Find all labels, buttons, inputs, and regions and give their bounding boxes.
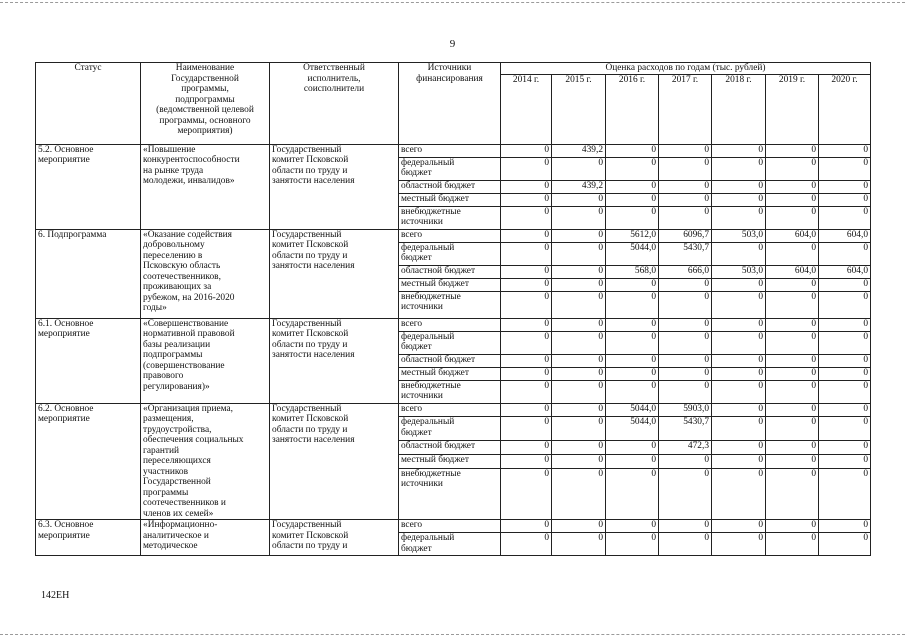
header-year: 2018 г. xyxy=(712,74,766,144)
header-year: 2015 г. xyxy=(552,74,606,144)
value-cell: 0 xyxy=(552,193,606,206)
value-cell: 0 xyxy=(766,157,819,180)
value-cell: 6096,7 xyxy=(659,229,712,242)
group-status: 6.1. Основное мероприятие xyxy=(36,318,141,403)
group-name: «Информационно- аналитическое и методическое xyxy=(141,520,270,556)
value-cell: 0 xyxy=(659,144,712,157)
value-cell: 0 xyxy=(606,354,659,367)
value-cell: 0 xyxy=(819,180,871,193)
value-cell: 604,0 xyxy=(766,229,819,242)
value-cell: 0 xyxy=(501,229,552,242)
value-cell: 0 xyxy=(659,157,712,180)
value-cell: 0 xyxy=(552,265,606,278)
value-cell: 0 xyxy=(501,454,552,468)
value-cell: 0 xyxy=(819,331,871,354)
group-status: 6.3. Основное мероприятие xyxy=(36,520,141,556)
value-cell: 0 xyxy=(712,354,766,367)
value-cell: 604,0 xyxy=(766,265,819,278)
value-cell: 0 xyxy=(606,380,659,403)
value-cell: 0 xyxy=(501,144,552,157)
group-executor: Государственный комитет Псковской области по труду и занятости населения xyxy=(270,318,399,403)
value-cell: 0 xyxy=(552,318,606,331)
table-body xyxy=(36,63,871,556)
value-cell: 0 xyxy=(766,206,819,229)
value-cell: 5430,7 xyxy=(659,417,712,441)
page-bottom-edge xyxy=(0,634,905,635)
value-cell: 666,0 xyxy=(659,265,712,278)
page-number: 9 xyxy=(449,38,456,50)
source-label: федеральный бюджет xyxy=(399,533,501,556)
value-cell: 604,0 xyxy=(819,229,871,242)
value-cell: 0 xyxy=(819,403,871,417)
value-cell: 0 xyxy=(766,417,819,441)
value-cell: 0 xyxy=(766,318,819,331)
value-cell: 5044,0 xyxy=(606,403,659,417)
value-cell: 0 xyxy=(606,533,659,556)
value-cell: 0 xyxy=(766,533,819,556)
table-row xyxy=(36,144,871,157)
value-cell: 0 xyxy=(659,520,712,533)
header-status: Статус xyxy=(36,63,141,145)
value-cell: 0 xyxy=(501,441,552,455)
value-cell: 0 xyxy=(712,380,766,403)
value-cell: 439,2 xyxy=(552,180,606,193)
value-cell: 0 xyxy=(766,403,819,417)
header-source: Источники финансирования xyxy=(399,63,501,145)
value-cell: 0 xyxy=(819,380,871,403)
value-cell: 0 xyxy=(712,533,766,556)
source-label: федеральный бюджет xyxy=(399,242,501,265)
value-cell: 0 xyxy=(766,354,819,367)
value-cell: 0 xyxy=(552,417,606,441)
header-name: Наименование Государственной программы, подпрограммы (ведомственной целевой программы, основного мероприятия) xyxy=(141,63,270,145)
value-cell: 0 xyxy=(712,157,766,180)
source-label: внебюджетные источники xyxy=(399,206,501,229)
source-label: внебюджетные источники xyxy=(399,380,501,403)
source-label: местный бюджет xyxy=(399,278,501,291)
value-cell: 0 xyxy=(766,144,819,157)
value-cell: 0 xyxy=(606,291,659,318)
value-cell: 0 xyxy=(659,533,712,556)
value-cell: 0 xyxy=(766,291,819,318)
value-cell: 0 xyxy=(606,278,659,291)
value-cell: 0 xyxy=(712,318,766,331)
value-cell: 0 xyxy=(659,318,712,331)
value-cell: 0 xyxy=(659,180,712,193)
value-cell: 0 xyxy=(712,144,766,157)
source-label: всего xyxy=(399,403,501,417)
group-name: «Оказание содействия добровольному переселению в Псковскую область соотечественников, проживающих за рубежом, на 2016-2020 годы» xyxy=(141,229,270,318)
value-cell: 0 xyxy=(501,520,552,533)
value-cell: 0 xyxy=(552,520,606,533)
value-cell: 0 xyxy=(819,417,871,441)
value-cell: 0 xyxy=(501,265,552,278)
value-cell: 0 xyxy=(552,367,606,380)
value-cell: 0 xyxy=(501,193,552,206)
value-cell: 0 xyxy=(712,206,766,229)
header-year: 2020 г. xyxy=(819,74,871,144)
value-cell: 0 xyxy=(766,242,819,265)
value-cell: 0 xyxy=(819,468,871,519)
source-label: местный бюджет xyxy=(399,367,501,380)
value-cell: 0 xyxy=(501,367,552,380)
header-year: 2014 г. xyxy=(501,74,552,144)
value-cell: 0 xyxy=(819,354,871,367)
source-label: областной бюджет xyxy=(399,354,501,367)
source-label: всего xyxy=(399,144,501,157)
value-cell: 0 xyxy=(712,291,766,318)
group-status: 5.2. Основное мероприятие xyxy=(36,144,141,229)
value-cell: 0 xyxy=(819,454,871,468)
group-executor: Государственный комитет Псковской области по труду и занятости населения xyxy=(270,229,399,318)
value-cell: 0 xyxy=(501,242,552,265)
value-cell: 0 xyxy=(766,367,819,380)
value-cell: 0 xyxy=(501,278,552,291)
value-cell: 0 xyxy=(766,331,819,354)
source-label: областной бюджет xyxy=(399,180,501,193)
source-label: всего xyxy=(399,520,501,533)
value-cell: 0 xyxy=(552,441,606,455)
value-cell: 0 xyxy=(819,242,871,265)
value-cell: 0 xyxy=(501,417,552,441)
source-label: всего xyxy=(399,318,501,331)
value-cell: 5044,0 xyxy=(606,417,659,441)
value-cell: 0 xyxy=(606,367,659,380)
value-cell: 0 xyxy=(766,441,819,455)
table-row xyxy=(36,318,871,331)
value-cell: 0 xyxy=(766,180,819,193)
source-label: внебюджетные источники xyxy=(399,291,501,318)
value-cell: 0 xyxy=(819,533,871,556)
value-cell: 0 xyxy=(501,380,552,403)
value-cell: 0 xyxy=(659,193,712,206)
value-cell: 0 xyxy=(659,206,712,229)
value-cell: 0 xyxy=(552,403,606,417)
value-cell: 0 xyxy=(606,331,659,354)
value-cell: 5044,0 xyxy=(606,242,659,265)
group-status: 6.2. Основное мероприятие xyxy=(36,403,141,520)
value-cell: 0 xyxy=(606,468,659,519)
value-cell: 0 xyxy=(501,468,552,519)
value-cell: 0 xyxy=(766,454,819,468)
header-years-group: Оценка расходов по годам (тыс. рублей) xyxy=(501,63,871,75)
value-cell: 0 xyxy=(712,193,766,206)
header-year: 2019 г. xyxy=(766,74,819,144)
value-cell: 0 xyxy=(501,354,552,367)
value-cell: 0 xyxy=(552,291,606,318)
value-cell: 0 xyxy=(819,157,871,180)
table-row xyxy=(36,229,871,242)
group-executor: Государственный комитет Псковской области по труду и xyxy=(270,520,399,556)
header-year: 2016 г. xyxy=(606,74,659,144)
value-cell: 0 xyxy=(819,291,871,318)
value-cell: 0 xyxy=(819,144,871,157)
value-cell: 0 xyxy=(552,157,606,180)
value-cell: 0 xyxy=(766,380,819,403)
value-cell: 0 xyxy=(606,144,659,157)
value-cell: 0 xyxy=(712,278,766,291)
group-name: «Организация приема, размещения, трудоустройства, обеспечения социальных гарантий переселяющихся участников Государственной программы соотечественников и членов их семей» xyxy=(141,403,270,520)
value-cell: 0 xyxy=(712,520,766,533)
value-cell: 0 xyxy=(712,468,766,519)
value-cell: 0 xyxy=(819,318,871,331)
value-cell: 439,2 xyxy=(552,144,606,157)
header-executor: Ответственный исполнитель, соисполнители xyxy=(270,63,399,145)
budget-table xyxy=(35,62,871,556)
value-cell: 0 xyxy=(659,454,712,468)
group-name: «Совершенствование нормативной правовой базы реализации подпрограммы (совершенствование правового регулирования)» xyxy=(141,318,270,403)
value-cell: 0 xyxy=(606,441,659,455)
value-cell: 568,0 xyxy=(606,265,659,278)
value-cell: 0 xyxy=(501,180,552,193)
value-cell: 604,0 xyxy=(819,265,871,278)
value-cell: 0 xyxy=(712,180,766,193)
value-cell: 0 xyxy=(552,206,606,229)
value-cell: 472,3 xyxy=(659,441,712,455)
value-cell: 0 xyxy=(659,380,712,403)
group-status: 6. Подпрограмма xyxy=(36,229,141,318)
header-year: 2017 г. xyxy=(659,74,712,144)
value-cell: 0 xyxy=(712,331,766,354)
value-cell: 0 xyxy=(712,417,766,441)
value-cell: 0 xyxy=(606,520,659,533)
value-cell: 0 xyxy=(712,403,766,417)
value-cell: 0 xyxy=(552,242,606,265)
value-cell: 0 xyxy=(766,193,819,206)
value-cell: 0 xyxy=(552,533,606,556)
source-label: местный бюджет xyxy=(399,454,501,468)
value-cell: 0 xyxy=(659,354,712,367)
value-cell: 0 xyxy=(819,367,871,380)
value-cell: 0 xyxy=(659,291,712,318)
value-cell: 5612,0 xyxy=(606,229,659,242)
value-cell: 0 xyxy=(819,206,871,229)
source-label: внебюджетные источники xyxy=(399,468,501,519)
source-label: федеральный бюджет xyxy=(399,331,501,354)
table-row xyxy=(36,520,871,533)
source-label: областной бюджет xyxy=(399,441,501,455)
value-cell: 0 xyxy=(606,157,659,180)
value-cell: 0 xyxy=(819,441,871,455)
value-cell: 0 xyxy=(552,229,606,242)
value-cell: 0 xyxy=(501,318,552,331)
value-cell: 0 xyxy=(501,331,552,354)
source-label: всего xyxy=(399,229,501,242)
header-row xyxy=(36,63,871,75)
value-cell: 0 xyxy=(501,403,552,417)
value-cell: 503,0 xyxy=(712,229,766,242)
value-cell: 0 xyxy=(819,520,871,533)
value-cell: 0 xyxy=(659,331,712,354)
value-cell: 0 xyxy=(501,533,552,556)
value-cell: 0 xyxy=(659,468,712,519)
value-cell: 0 xyxy=(501,291,552,318)
value-cell: 0 xyxy=(712,441,766,455)
value-cell: 0 xyxy=(552,468,606,519)
value-cell: 0 xyxy=(552,354,606,367)
value-cell: 0 xyxy=(606,454,659,468)
group-name: «Повышение конкурентоспособности на рынке труда молодежи, инвалидов» xyxy=(141,144,270,229)
value-cell: 0 xyxy=(659,278,712,291)
page-top-edge xyxy=(0,2,905,3)
value-cell: 0 xyxy=(766,278,819,291)
value-cell: 0 xyxy=(552,454,606,468)
group-executor: Государственный комитет Псковской области по труду и занятости населения xyxy=(270,403,399,520)
value-cell: 503,0 xyxy=(712,265,766,278)
group-executor: Государственный комитет Псковской области по труду и занятости населения xyxy=(270,144,399,229)
source-label: областной бюджет xyxy=(399,265,501,278)
value-cell: 0 xyxy=(501,206,552,229)
value-cell: 0 xyxy=(606,193,659,206)
value-cell: 0 xyxy=(766,468,819,519)
value-cell: 0 xyxy=(606,180,659,193)
source-label: федеральный бюджет xyxy=(399,157,501,180)
footer-code: 142ЕН xyxy=(41,590,70,601)
table-row xyxy=(36,403,871,417)
source-label: местный бюджет xyxy=(399,193,501,206)
value-cell: 0 xyxy=(606,318,659,331)
value-cell: 0 xyxy=(552,380,606,403)
value-cell: 0 xyxy=(552,331,606,354)
value-cell: 0 xyxy=(659,367,712,380)
value-cell: 5430,7 xyxy=(659,242,712,265)
value-cell: 0 xyxy=(712,454,766,468)
value-cell: 0 xyxy=(766,520,819,533)
value-cell: 0 xyxy=(819,278,871,291)
value-cell: 0 xyxy=(712,367,766,380)
value-cell: 0 xyxy=(819,193,871,206)
value-cell: 0 xyxy=(712,242,766,265)
value-cell: 0 xyxy=(606,206,659,229)
source-label: федеральный бюджет xyxy=(399,417,501,441)
value-cell: 0 xyxy=(552,278,606,291)
value-cell: 5903,0 xyxy=(659,403,712,417)
value-cell: 0 xyxy=(501,157,552,180)
